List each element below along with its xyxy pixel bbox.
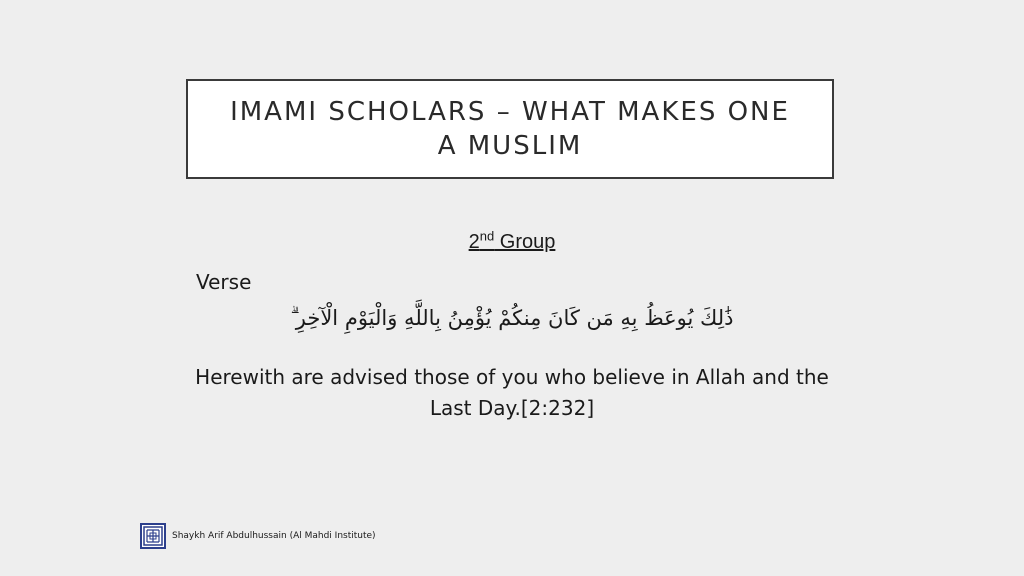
group-label: Group [494,230,556,253]
verse-translation: Herewith are advised those of you who believe in Allah and the Last Day.[2:232] [195,365,829,420]
footer-text: Shaykh Arif Abdulhussain (Al Mahdi Institute) [172,531,376,541]
title-box [186,79,834,179]
group-heading [0,228,1024,254]
verse-arabic: ذَٰلِكَ يُوعَظُ بِهِ مَن كَانَ مِنكُمْ يُؤْمِنُ بِاللَّهِ وَالْيَوْمِ الْآخِرِ ۗ [290,306,734,330]
group-heading-text [468,228,556,253]
footer [140,523,376,549]
slide-title: IMAMI SCHOLARS – WHAT MAKES ONE A MUSLIM [230,97,790,161]
group-number: 2 [468,230,480,253]
verse-label: Verse [196,270,252,294]
group-suffix: nd [479,228,495,243]
al-mahdi-institute-logo-icon [140,523,166,549]
